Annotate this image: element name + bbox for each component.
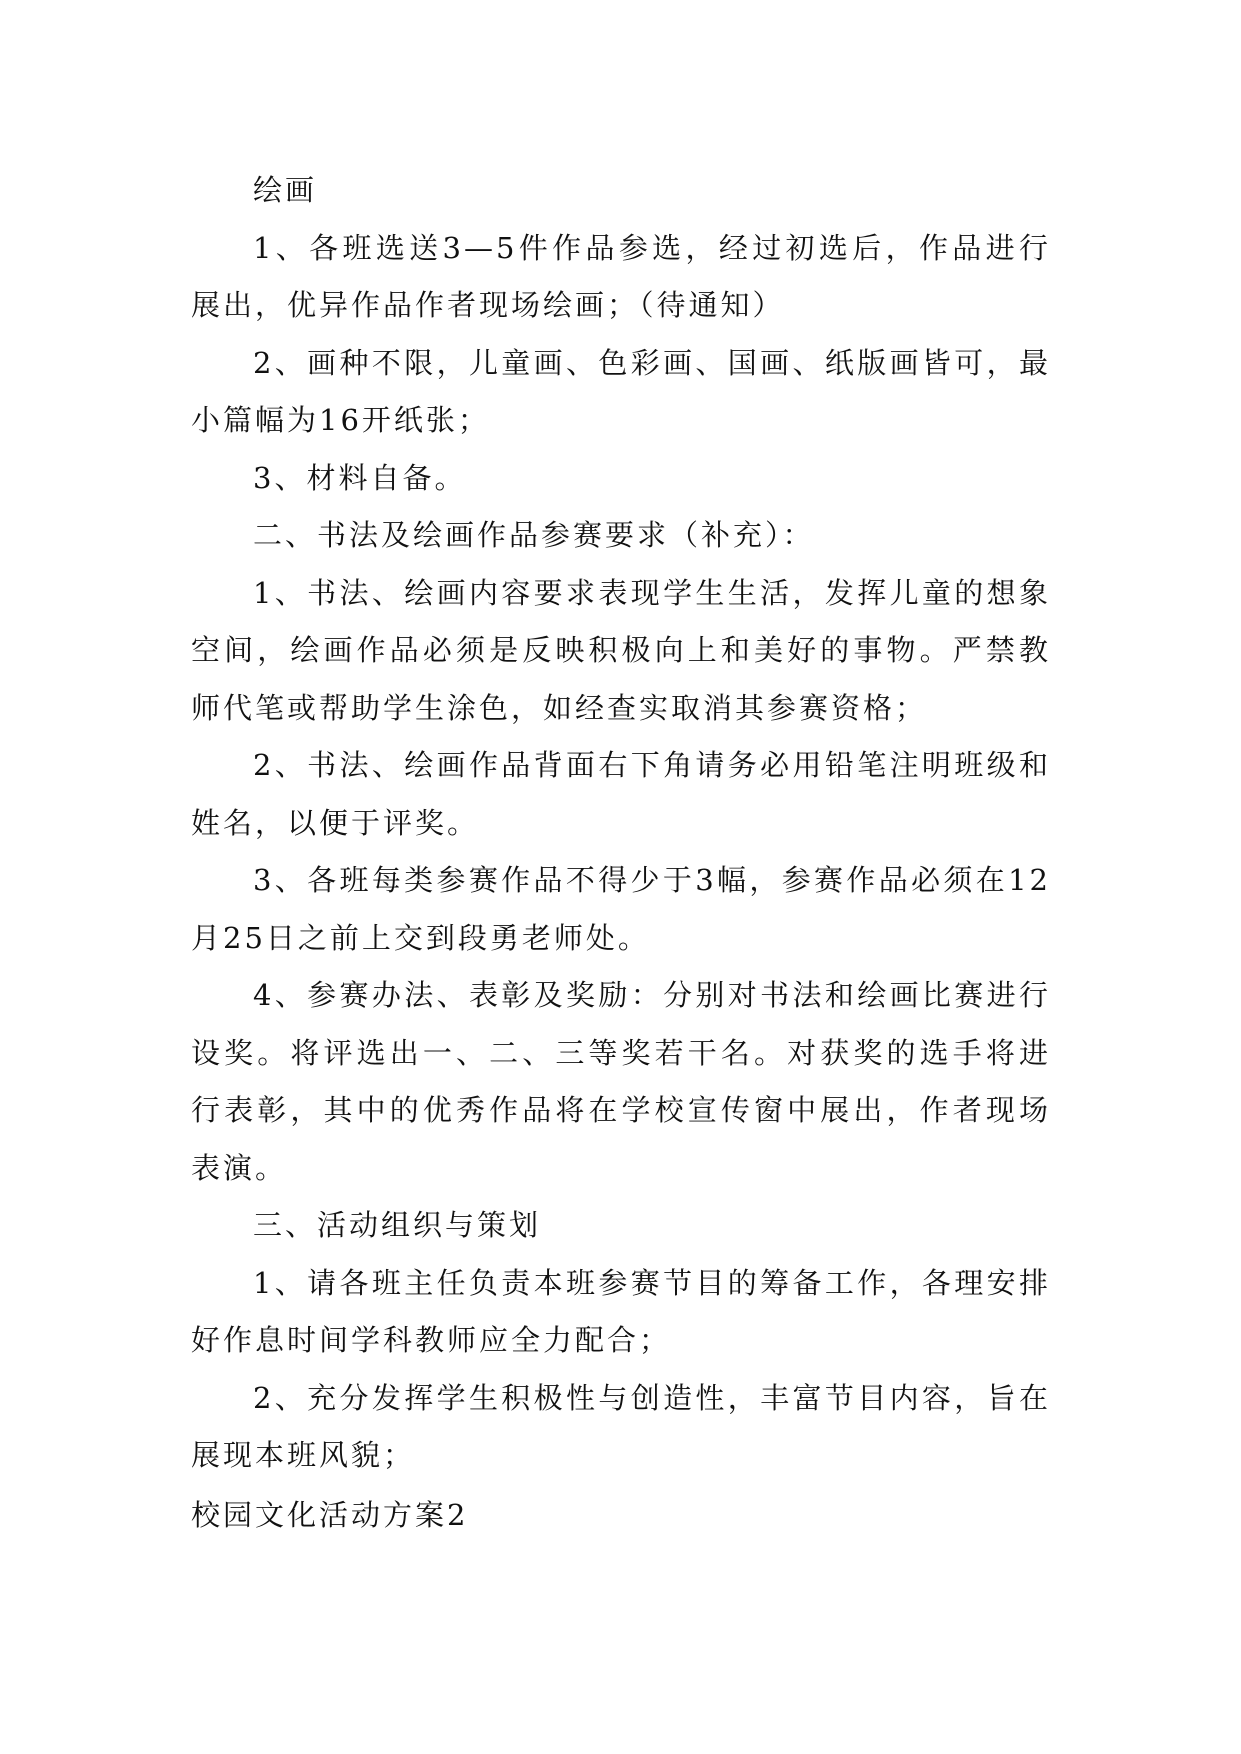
next-document-title: 校园文化活动方案2 — [191, 1497, 469, 1532]
paragraph: 2、书法、绘画作品背面右下角请务必用铅笔注明班级和姓名，以便于评奖。 — [191, 748, 1051, 840]
paragraph: 3、各班每类参赛作品不得少于3幅，参赛作品必须在12月25日之前上交到段勇老师处。 — [191, 863, 1051, 955]
paragraph: 4、参赛办法、表彰及奖励：分别对书法和绘画比赛进行设奖。将评选出一、二、三等奖若干名。对获奖的选手将进行表彰，其中的优秀作品将在学校宣传窗中展出，作者现场表演。 — [191, 978, 1051, 1185]
paragraph: 1、请各班主任负责本班参赛节目的筹备工作，各理安排好作息时间学科教师应全力配合； — [191, 1265, 1051, 1357]
paragraph: 2、充分发挥学生积极性与创造性，丰富节目内容，旨在展现本班风貌； — [191, 1380, 1051, 1472]
section-heading: 三、活动组织与策划 — [253, 1208, 542, 1242]
paragraph: 3、材料自备。 — [253, 460, 467, 495]
section-label-painting: 绘画 — [253, 173, 318, 207]
section-heading: 二、书法及绘画作品参赛要求（补充）： — [253, 518, 815, 552]
paragraph: 1、书法、绘画内容要求表现学生生活，发挥儿童的想象空间，绘画作品必须是反映积极向上和美好的事物。严禁教师代笔或帮助学生涂色，如经查实取消其参赛资格； — [191, 575, 1051, 725]
paragraph: 2、画种不限，儿童画、色彩画、国画、纸版画皆可，最小篇幅为16开纸张； — [191, 345, 1051, 437]
document-body — [191, 162, 1051, 1544]
paragraph: 1、各班选送3—5件作品参选，经过初选后，作品进行展出，优异作品作者现场绘画；（待通知） — [191, 230, 1051, 322]
